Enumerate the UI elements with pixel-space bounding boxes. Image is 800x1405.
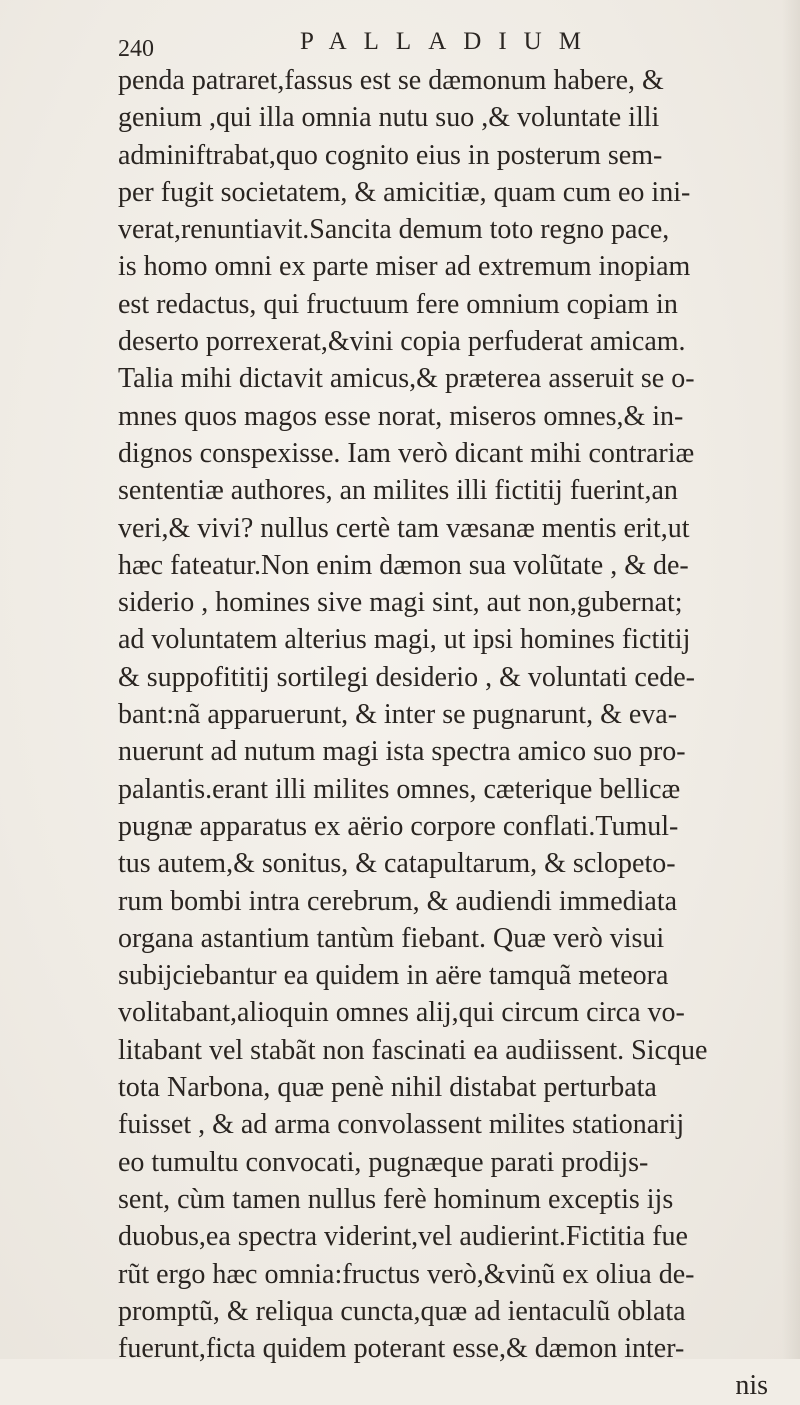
text-line: ad voluntatem alterius magi, ut ipsi homines fictitij (118, 624, 691, 656)
text-line: & suppofititij sortilegi desiderio , & voluntati cede- (118, 661, 696, 693)
text-line: Talia mihi dictavit amicus,& præterea asseruit se o- (118, 363, 695, 395)
text-line: volitabant,alioquin omnes alij,qui circum circa vo- (118, 997, 685, 1029)
text-line: genium ,qui illa omnia nutu suo ,& voluntate illi (118, 102, 660, 134)
text-line: hæc fateatur.Non enim dæmon sua volũtate , & de- (118, 549, 689, 581)
text-line: duobus,ea spectra viderint,vel audierint.Fictitia fue (118, 1221, 688, 1253)
text-line: subijciebantur ea quidem in aëre tamquã meteora (118, 960, 669, 992)
body-text (118, 62, 800, 1405)
text-line: sent, cùm tamen nullus ferè hominum exceptis ijs (118, 1183, 674, 1215)
text-line: penda patraret,fassus est se dæmonum habere, & (118, 65, 664, 96)
text-line: adminiftrabat,quo cognito eius in posterum sem- (118, 139, 663, 171)
text-line: per fugit societatem, & amicitiæ, quam cum eo ini- (118, 176, 691, 208)
page-header (0, 16, 800, 60)
text-line: tus autem,& sonitus, & catapultarum, & sclopeto- (118, 848, 676, 880)
text-line: promptũ, & reliqua cuncta,quæ ad ientaculũ oblata (118, 1295, 686, 1327)
text-line: nuerunt ad nutum magi ista spectra amico suo pro- (118, 736, 686, 768)
text-line: fuisset , & ad arma convolassent milites stationarij (118, 1109, 685, 1141)
text-line: mnes quos magos esse norat, miseros omnes,& in- (118, 400, 684, 432)
text-line: est redactus, qui fructuum fere omnium copiam in (118, 288, 678, 320)
page-number: 240 (118, 36, 154, 62)
running-head: PALLADIUM (300, 28, 598, 55)
text-line: bant:nã apparuerunt, & inter se pugnarunt, & eva- (118, 699, 678, 731)
text-line: organa astantium tantùm fiebant. Quæ verò visui (118, 922, 665, 954)
text-line: fuerunt,ficta quidem poterant esse,& dæmon inter- (118, 1333, 685, 1365)
text-line: siderio , homines sive magi sint, aut non,gubernat; (118, 587, 683, 619)
text-line: dignos conspexisse. Iam verò dicant mihi contrariæ (118, 437, 695, 469)
text-line: is homo omni ex parte miser ad extremum inopiam (118, 251, 691, 283)
text-line: verat,renuntiavit.Sancita demum toto regno pace, (118, 214, 670, 246)
catchword: nis (735, 1370, 768, 1402)
text-line: rũt ergo hæc omnia:fructus verò,&vinũ ex oliua de- (118, 1258, 695, 1290)
text-line: eo tumultu convocati, pugnæque parati prodijs- (118, 1146, 649, 1178)
text-line: pugnæ apparatus ex aërio corpore conflati.Tumul- (118, 810, 679, 842)
text-line: litabant vel stabãt non fascinati ea audiissent. Sicque (118, 1034, 708, 1066)
text-line: palantis.erant illi milites omnes, cæterique bellicæ (118, 773, 681, 805)
text-line: rum bombi intra cerebrum, & audiendi immediata (118, 885, 678, 917)
text-line: veri,& vivi? nullus certè tam væsanæ mentis erit,ut (118, 512, 690, 544)
text-line: tota Narbona, quæ penè nihil distabat perturbata (118, 1072, 657, 1104)
text-line: sententiæ authores, an milites illi fictitij fuerint,an (118, 475, 678, 507)
text-line: deserto porrexerat,&vini copia perfuderat amicam. (118, 326, 686, 358)
